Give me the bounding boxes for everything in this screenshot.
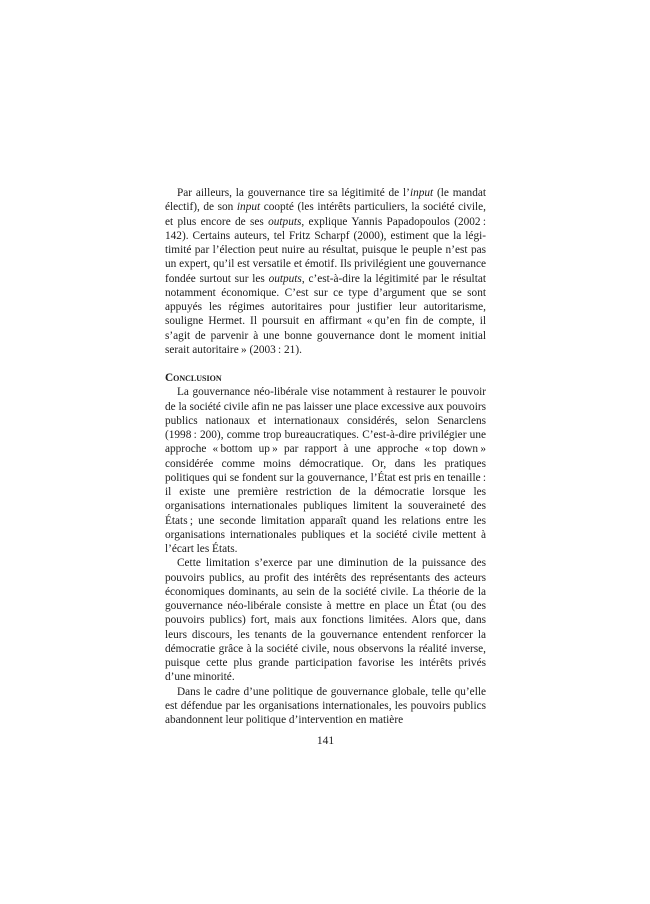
text-run: Par ailleurs, la gouvernance tire sa légitimité de l’ bbox=[177, 187, 410, 199]
italic-term: outputs bbox=[268, 215, 302, 228]
paragraph bbox=[165, 186, 486, 357]
text-run: Cette limitation s’exerce par une diminution de la puissance des pouvoirs publics, au profit des intérêts des représentants des acteurs économiques dominants, au sein de la société civile. La théorie de la gouvernance néo-libérale consiste à mettre en place un État (ou des pouvoirs publics) fort, mais aux fonctions limitées. Alors que, dans leurs discours, les tenants de la gouvernance entendent renforcer la démocratie grâce à la société civile, nous observons la réalité inverse, puisque cette plus grande participation favorise les intérêts privés d’une minorité. bbox=[165, 557, 486, 684]
section-before-conclusion bbox=[165, 186, 486, 357]
text-run: , explique Yannis Papadopoulos (2002 : 142). Certains auteurs, tel Fritz Scharpf (2000), estiment que la légitimité par l’élection peut nuire au résultat, puisque le peuple n’est pas un expert, qu’il est versatile et émotif. Ils privilégient une gouvernance fondée surtout sur les bbox=[165, 215, 486, 285]
body-text bbox=[165, 186, 486, 727]
text-run: (le mandat électif), de son bbox=[165, 187, 486, 214]
text-run: Dans le cadre d’une politique de gouvernance globale, telle qu’elle est défendue par les organisations internationales, les pouvoirs publics abandonnent leur politique d’intervention en matière bbox=[165, 685, 486, 726]
paragraph bbox=[165, 685, 486, 728]
text-run: La gouvernance néo-libérale vise notamment à restaurer le pouvoir de la société civile afin ne pas laisser une place excessive aux pouvoirs publics nationaux et internationaux considérés, selon Senarclens (1998 : 200), comme trop bureaucratiques. C’est-à-dire privilégier une approche « bottom up » par rapport à une approche « top down » considérée comme moins démocratique. Or, dans les pratiques politiques qui se fondent sur la gouvernance, l’État est pris en tenaille : il existe une première restriction de la démocratie lorsque les organisations internationales publiques limitent la souveraineté des États ; une seconde limitation apparaît quand les relations entre les organisations internationales publiques et la société civile mettent à l’écart les États. bbox=[165, 386, 486, 555]
section-heading: Conclusion bbox=[165, 372, 222, 384]
page-number: 141 bbox=[316, 735, 335, 747]
text-run: , c’est-à-dire la légitimité par le résultat notamment économique. C’est sur ce type d’argument que se sont appuyés les régimes autoritaires pour justifier leur autoritarisme, souligne Hermet. Il poursuit en affirmant « qu’en fin de compte, il s’agit de parvenir à une bonne gouvernance dont le moment initial serait autoritaire » (2003 : 21). bbox=[165, 272, 486, 356]
paragraph bbox=[165, 556, 486, 684]
text-run: coopté (les intérêts particuliers, la société civile, et plus encore de ses bbox=[165, 201, 486, 228]
section-conclusion bbox=[165, 385, 486, 727]
italic-term: input bbox=[236, 201, 261, 214]
italic-term: outputs bbox=[268, 272, 302, 285]
italic-term: input bbox=[409, 187, 434, 199]
paragraph bbox=[165, 385, 486, 556]
